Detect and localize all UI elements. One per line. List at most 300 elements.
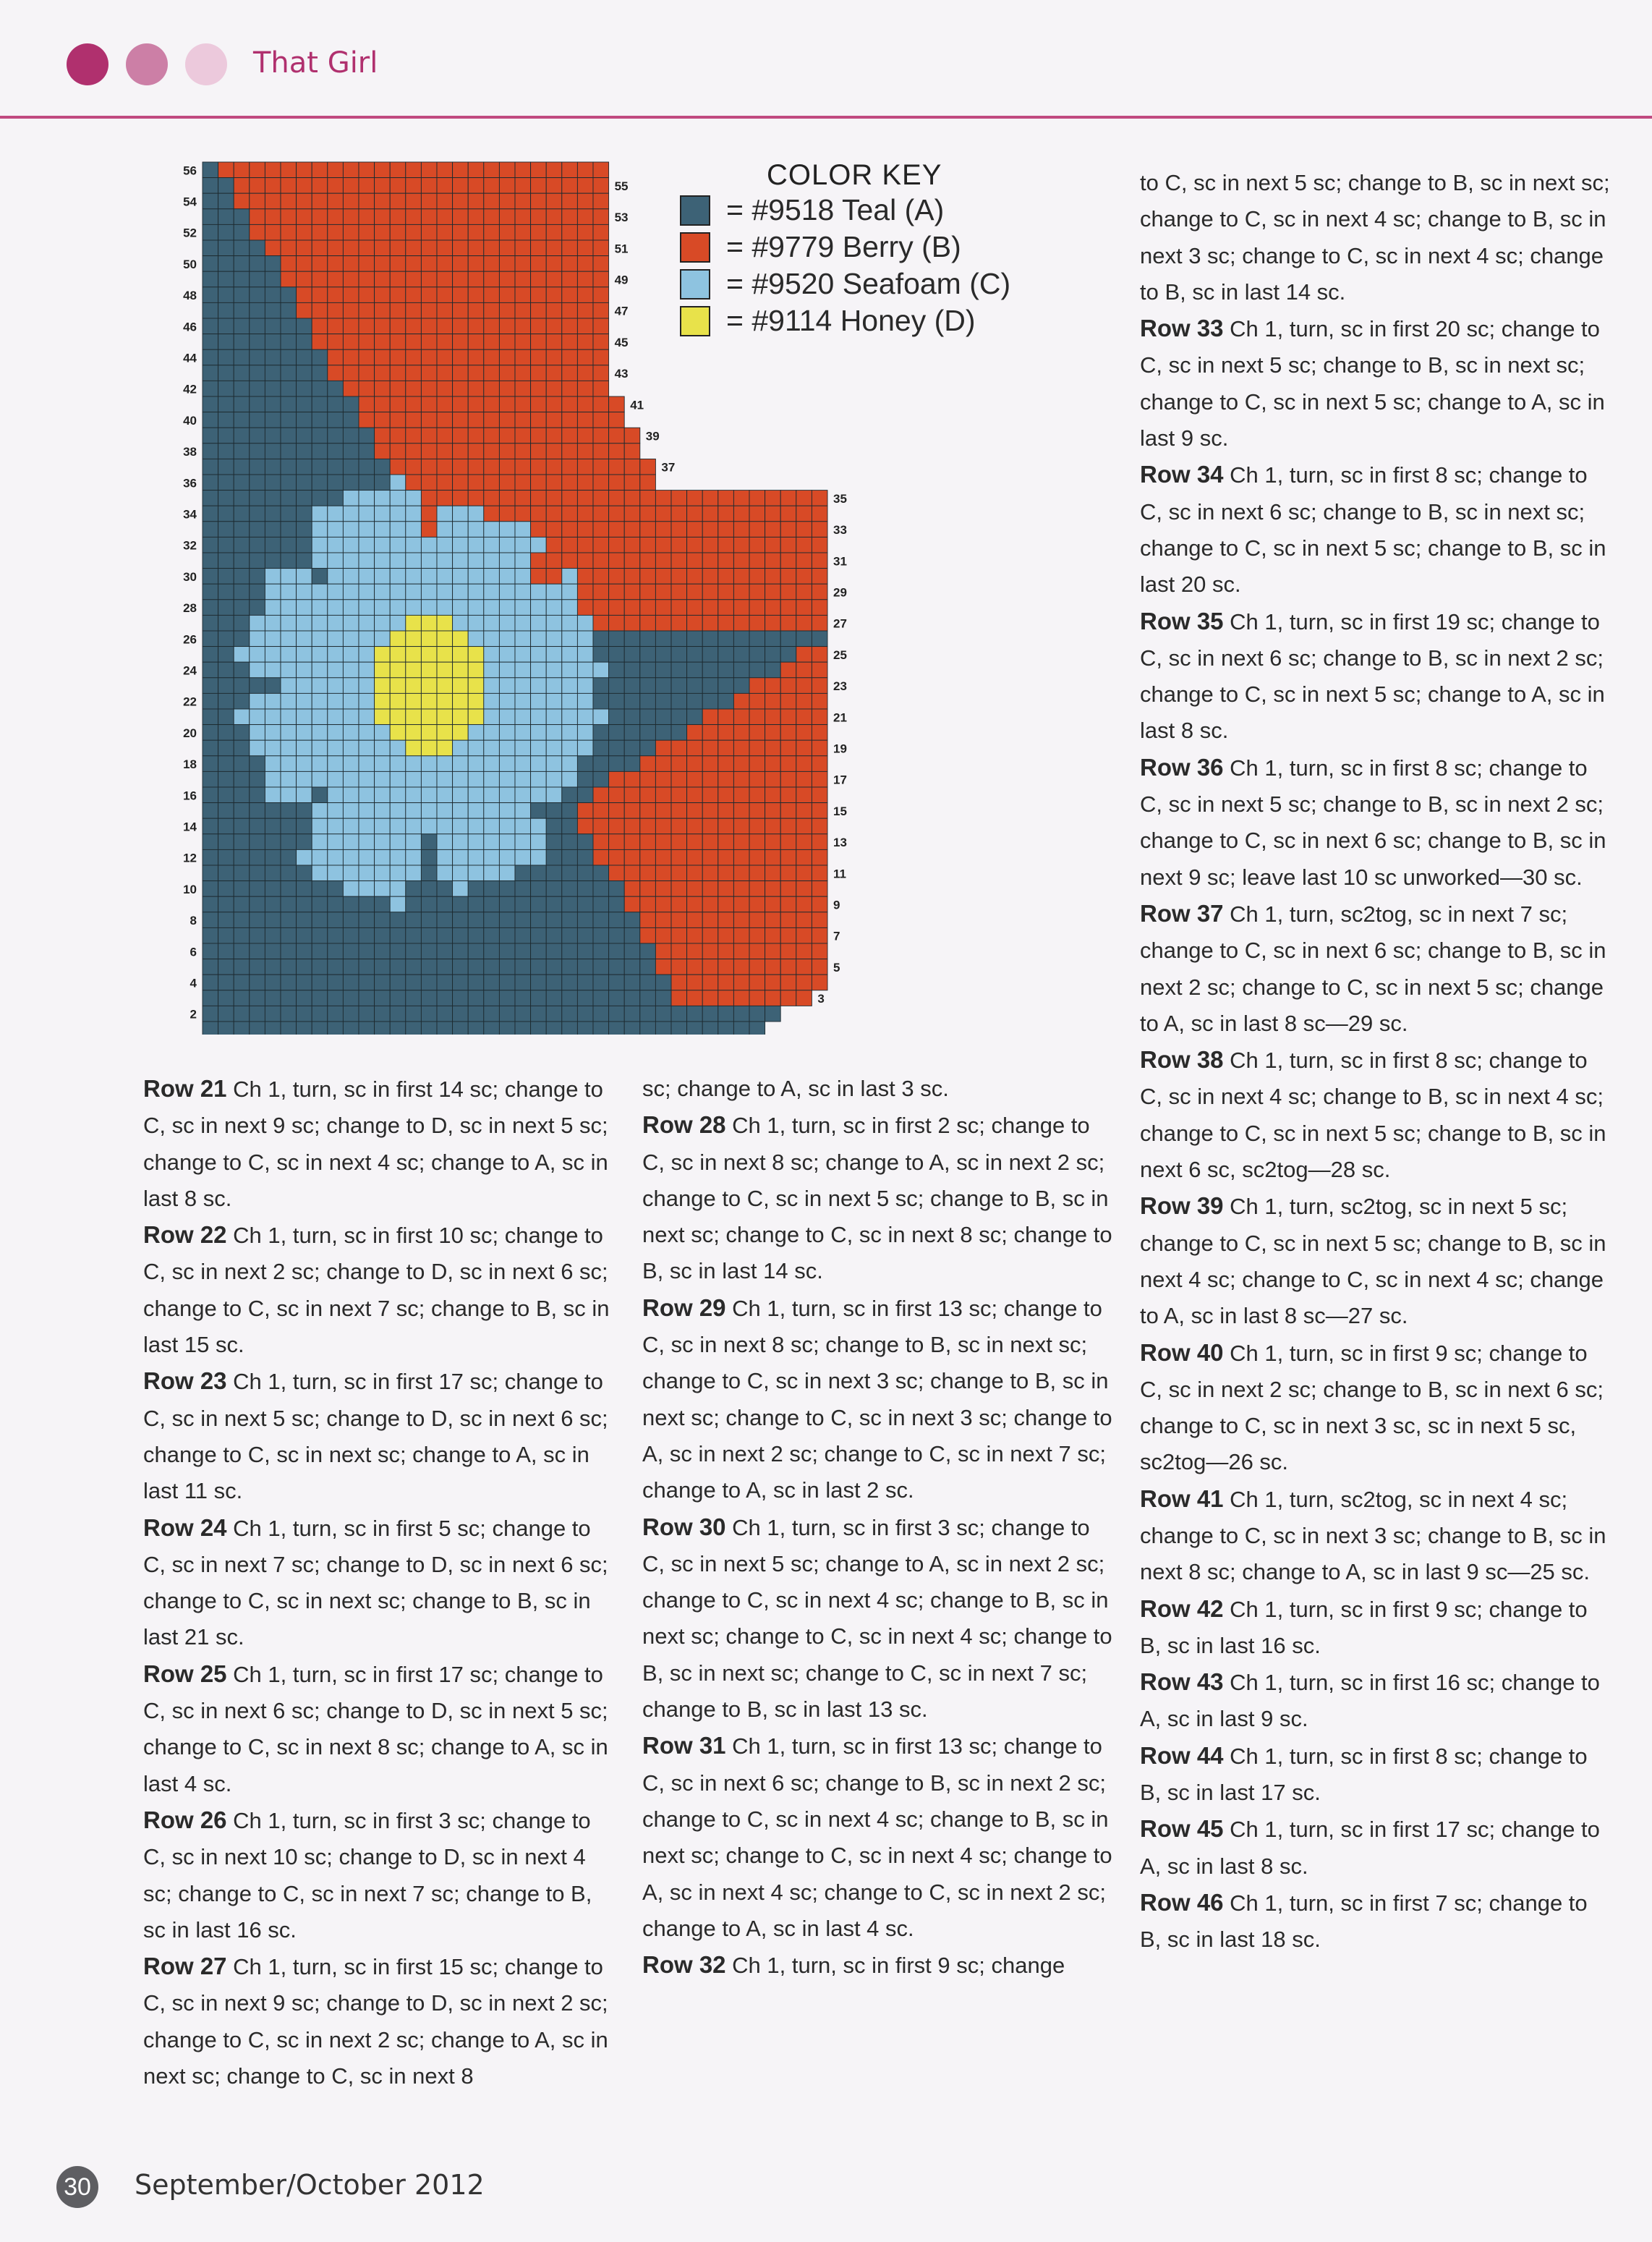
chart-cell	[390, 381, 406, 396]
chart-cell	[297, 615, 312, 631]
chart-cell	[453, 647, 469, 663]
chart-cell	[281, 756, 297, 772]
chart-cell	[531, 287, 547, 303]
chart-cell	[655, 678, 671, 694]
chart-cell	[484, 818, 500, 834]
chart-cell	[297, 959, 312, 975]
chart-cell	[203, 818, 218, 834]
chart-cell	[343, 647, 359, 663]
chart-cell	[343, 569, 359, 585]
chart-cell	[577, 709, 593, 725]
chart-cell	[655, 537, 671, 553]
chart-cell	[312, 600, 328, 616]
chart-cell	[702, 553, 718, 569]
chart-cell	[437, 302, 453, 318]
right-tick-label: 15	[833, 804, 847, 818]
chart-cell	[421, 771, 437, 787]
chart-cell	[406, 396, 422, 412]
chart-cell	[796, 600, 812, 616]
chart-cell	[437, 615, 453, 631]
chart-cell	[281, 334, 297, 350]
chart-cell	[250, 662, 265, 678]
chart-cell	[453, 881, 469, 897]
chart-cell	[250, 178, 265, 194]
chart-cell	[234, 412, 250, 428]
chart-cell	[468, 740, 484, 756]
chart-cell	[702, 803, 718, 819]
chart-cell	[437, 725, 453, 741]
chart-cell	[546, 709, 562, 725]
right-tick-label: 49	[614, 273, 629, 287]
chart-cell	[375, 803, 391, 819]
chart-cell	[265, 443, 281, 459]
chart-cell	[468, 725, 484, 741]
chart-cell	[499, 553, 515, 569]
chart-cell	[702, 881, 718, 897]
chart-cell	[281, 631, 297, 647]
chart-cell	[328, 302, 344, 318]
chart-cell	[250, 834, 265, 850]
chart-cell	[281, 412, 297, 428]
chart-cell	[281, 443, 297, 459]
chart-cell	[234, 990, 250, 1006]
chart-cell	[702, 522, 718, 538]
chart-cell	[546, 959, 562, 975]
chart-cell	[546, 1006, 562, 1022]
chart-cell	[593, 224, 609, 240]
chart-cell	[234, 787, 250, 803]
chart-cell	[609, 943, 625, 959]
chart-cell	[780, 787, 796, 803]
chart-cell	[312, 491, 328, 506]
chart-cell	[499, 287, 515, 303]
chart-cell	[577, 600, 593, 616]
chart-cell	[234, 271, 250, 287]
chart-cell	[499, 865, 515, 881]
chart-cell	[390, 584, 406, 600]
chart-cell	[328, 740, 344, 756]
chart-cell	[562, 396, 578, 412]
chart-cell	[499, 927, 515, 943]
chart-cell	[390, 365, 406, 381]
chart-cell	[687, 1022, 703, 1035]
chart-cell	[577, 865, 593, 881]
chart-cell	[312, 193, 328, 209]
chart-cell	[328, 974, 344, 990]
chart-cell	[453, 287, 469, 303]
chart-cell	[562, 756, 578, 772]
chart-cell	[468, 803, 484, 819]
chart-cell	[437, 787, 453, 803]
chart-cell	[359, 334, 375, 350]
chart-cell	[546, 740, 562, 756]
chart-cell	[359, 943, 375, 959]
chart-cell	[687, 522, 703, 538]
chart-cell	[671, 537, 687, 553]
chart-cell	[484, 709, 500, 725]
chart-cell	[359, 803, 375, 819]
chart-cell	[468, 302, 484, 318]
chart-cell	[203, 974, 218, 990]
chart-cell	[765, 865, 781, 881]
chart-cell	[234, 475, 250, 491]
chart-cell	[531, 537, 547, 553]
row-instruction	[143, 1948, 613, 2094]
chart-cell	[749, 615, 765, 631]
chart-cell	[609, 412, 625, 428]
chart-cell	[640, 803, 656, 819]
row-label: Row 24	[143, 1513, 227, 1541]
chart-cell	[218, 459, 234, 475]
chart-cell	[468, 287, 484, 303]
chart-cell	[515, 725, 531, 741]
chart-cell	[297, 537, 312, 553]
chart-cell	[671, 927, 687, 943]
chart-cell	[702, 1006, 718, 1022]
chart-cell	[281, 662, 297, 678]
chart-cell	[203, 756, 218, 772]
chart-cell	[515, 615, 531, 631]
chart-cell	[718, 865, 734, 881]
chart-cell	[281, 896, 297, 912]
chart-cell	[453, 584, 469, 600]
chart-cell	[624, 475, 640, 491]
row-text: Ch 1, turn, sc2tog, sc in next 4 sc; change to C, sc in next 3 sc; change to B, sc in next 8 sc; change to A, sc in last 9 sc—25 sc.	[1140, 1486, 1606, 1585]
chart-cell	[780, 584, 796, 600]
chart-cell	[312, 287, 328, 303]
chart-cell	[421, 240, 437, 256]
chart-cell	[484, 600, 500, 616]
chart-cell	[577, 881, 593, 897]
chart-cell	[297, 522, 312, 538]
chart-cell	[640, 662, 656, 678]
chart-cell	[702, 943, 718, 959]
chart-cell	[250, 740, 265, 756]
chart-cell	[312, 240, 328, 256]
chart-cell	[593, 522, 609, 538]
row-label: Row 25	[143, 1660, 227, 1687]
chart-cell	[499, 771, 515, 787]
chart-cell	[343, 209, 359, 225]
chart-cell	[297, 881, 312, 897]
chart-cell	[343, 491, 359, 506]
chart-cell	[499, 318, 515, 334]
row-text: Ch 1, turn, sc in first 3 sc; change to C, sc in next 5 sc; change to A, sc in next 2 sc; change to C, sc in next 4 sc; change to B, sc in next sc; change to C, sc in next 4 sc; change to B, sc in next sc; change to C, sc in next 7 sc; change to B, sc in last 13 sc.	[642, 1514, 1112, 1723]
chart-cell	[640, 491, 656, 506]
chart-cell	[359, 865, 375, 881]
chart-cell	[733, 756, 749, 772]
chart-cell	[733, 849, 749, 865]
chart-cell	[577, 631, 593, 647]
chart-cell	[234, 740, 250, 756]
chart-cell	[812, 756, 827, 772]
chart-cell	[265, 365, 281, 381]
chart-cell	[484, 569, 500, 585]
chart-cell	[390, 881, 406, 897]
chart-cell	[531, 569, 547, 585]
chart-cell	[593, 537, 609, 553]
chart-cell	[780, 631, 796, 647]
chart-cell	[234, 756, 250, 772]
chart-cell	[577, 990, 593, 1006]
chart-cell	[218, 740, 234, 756]
chart-cell	[718, 1006, 734, 1022]
chart-cell	[265, 1022, 281, 1035]
chart-cell	[733, 912, 749, 928]
chart-cell	[702, 709, 718, 725]
chart-cell	[343, 662, 359, 678]
chart-cell	[687, 787, 703, 803]
chart-cell	[702, 491, 718, 506]
chart-cell	[577, 974, 593, 990]
chart-cell	[453, 600, 469, 616]
chart-cell	[531, 600, 547, 616]
chart-cell	[671, 740, 687, 756]
chart-cell	[218, 834, 234, 850]
chart-cell	[328, 834, 344, 850]
chart-cell	[234, 709, 250, 725]
chart-cell	[390, 849, 406, 865]
chart-cell	[780, 881, 796, 897]
chart-cell	[655, 912, 671, 928]
chart-cell	[546, 818, 562, 834]
chart-cell	[343, 240, 359, 256]
chart-cell	[406, 943, 422, 959]
chart-cell	[655, 1006, 671, 1022]
chart-cell	[812, 803, 827, 819]
chart-cell	[250, 334, 265, 350]
chart-cell	[593, 756, 609, 772]
chart-cell	[234, 881, 250, 897]
chart-cell	[577, 834, 593, 850]
row-instruction	[143, 1510, 613, 1656]
chart-cell	[640, 584, 656, 600]
chart-cell	[702, 771, 718, 787]
chart-cell	[796, 927, 812, 943]
chart-cell	[577, 459, 593, 475]
chart-cell	[733, 881, 749, 897]
chart-cell	[265, 896, 281, 912]
chart-cell	[203, 287, 218, 303]
chart-cell	[359, 569, 375, 585]
chart-cell	[780, 600, 796, 616]
chart-cell	[250, 927, 265, 943]
chart-cell	[515, 803, 531, 819]
row-label: Row 29	[642, 1294, 726, 1321]
chart-cell	[437, 240, 453, 256]
chart-cell	[577, 381, 593, 396]
chart-cell	[250, 678, 265, 694]
chart-cell	[406, 693, 422, 709]
chart-cell	[609, 537, 625, 553]
chart-cell	[812, 834, 827, 850]
chart-cell	[312, 569, 328, 585]
chart-cell	[468, 662, 484, 678]
chart-cell	[406, 990, 422, 1006]
chart-cell	[515, 927, 531, 943]
chart-cell	[531, 302, 547, 318]
chart-cell	[546, 256, 562, 272]
chart-cell	[468, 787, 484, 803]
chart-cell	[203, 584, 218, 600]
chart-cell	[765, 896, 781, 912]
chart-cell	[515, 740, 531, 756]
chart-cell	[421, 381, 437, 396]
left-tick-label: 10	[183, 882, 197, 896]
chart-cell	[640, 615, 656, 631]
chart-cell	[796, 631, 812, 647]
chart-cell	[421, 1006, 437, 1022]
chart-cell	[218, 209, 234, 225]
chart-cell	[234, 959, 250, 975]
chart-cell	[406, 974, 422, 990]
chart-cell	[218, 428, 234, 443]
chart-cell	[437, 428, 453, 443]
chart-cell	[343, 506, 359, 522]
chart-cell	[515, 459, 531, 475]
chart-cell	[671, 693, 687, 709]
chart-cell	[812, 912, 827, 928]
chart-cell	[421, 396, 437, 412]
chart-cell	[562, 615, 578, 631]
chart-cell	[375, 943, 391, 959]
chart-cell	[499, 443, 515, 459]
chart-cell	[390, 709, 406, 725]
chart-cell	[624, 990, 640, 1006]
chart-cell	[375, 318, 391, 334]
chart-cell	[281, 771, 297, 787]
chart-cell	[577, 412, 593, 428]
header-dot-icon	[185, 43, 227, 85]
chart-cell	[624, 443, 640, 459]
chart-cell	[406, 553, 422, 569]
chart-cell	[577, 943, 593, 959]
chart-cell	[375, 865, 391, 881]
chart-cell	[562, 693, 578, 709]
chart-cell	[780, 927, 796, 943]
chart-cell	[297, 240, 312, 256]
chart-cell	[312, 209, 328, 225]
chart-cell	[406, 959, 422, 975]
chart-cell	[218, 865, 234, 881]
row-text: Ch 1, turn, sc in first 9 sc; change to C, sc in next 2 sc; change to B, sc in next 6 sc; change to C, sc in next 3 sc, sc in next 5 sc, sc2tog—26 sc.	[1140, 1340, 1604, 1475]
chart-cell	[421, 224, 437, 240]
chart-cell	[406, 740, 422, 756]
chart-cell	[765, 569, 781, 585]
chart-cell	[375, 927, 391, 943]
chart-cell	[375, 849, 391, 865]
chart-cell	[421, 881, 437, 897]
right-tick-label: 9	[833, 898, 840, 912]
chart-cell	[203, 569, 218, 585]
chart-cell	[218, 693, 234, 709]
chart-cell	[203, 709, 218, 725]
row-instruction	[642, 1071, 1112, 1107]
chart-cell	[765, 803, 781, 819]
chart-cell	[328, 349, 344, 365]
chart-cell	[593, 834, 609, 850]
chart-cell	[406, 475, 422, 491]
chart-cell	[359, 178, 375, 194]
chart-cell	[655, 693, 671, 709]
chart-cell	[375, 287, 391, 303]
chart-cell	[250, 756, 265, 772]
chart-cell	[749, 912, 765, 928]
chart-cell	[421, 428, 437, 443]
chart-cell	[484, 849, 500, 865]
chart-cell	[453, 834, 469, 850]
chart-cell	[390, 771, 406, 787]
chart-cell	[437, 209, 453, 225]
chart-cell	[468, 600, 484, 616]
chart-cell	[499, 678, 515, 694]
chart-cell	[749, 678, 765, 694]
chart-cell	[359, 725, 375, 741]
chart-cell	[250, 1006, 265, 1022]
chart-cell	[250, 271, 265, 287]
chart-cell	[265, 740, 281, 756]
chart-cell	[609, 600, 625, 616]
row-label: Row 26	[143, 1806, 227, 1833]
chart-cell	[437, 896, 453, 912]
chart-cell	[718, 959, 734, 975]
chart-cell	[312, 475, 328, 491]
chart-cell	[593, 631, 609, 647]
chart-cell	[390, 959, 406, 975]
chart-cell	[468, 771, 484, 787]
chart-cell	[562, 334, 578, 350]
chart-cell	[609, 959, 625, 975]
chart-cell	[312, 537, 328, 553]
chart-cell	[531, 912, 547, 928]
chart-cell	[453, 756, 469, 772]
chart-cell	[687, 849, 703, 865]
chart-cell	[531, 209, 547, 225]
chart-cell	[297, 865, 312, 881]
chart-cell	[265, 818, 281, 834]
chart-cell	[421, 334, 437, 350]
chart-cell	[312, 693, 328, 709]
chart-cell	[297, 318, 312, 334]
chart-cell	[593, 600, 609, 616]
chart-cell	[796, 553, 812, 569]
chart-cell	[609, 428, 625, 443]
chart-cell	[281, 396, 297, 412]
chart-cell	[218, 959, 234, 975]
chart-cell	[328, 506, 344, 522]
chart-cell	[250, 584, 265, 600]
chart-cell	[437, 1022, 453, 1035]
chart-cell	[297, 553, 312, 569]
chart-cell	[390, 178, 406, 194]
chart-cell	[577, 615, 593, 631]
chart-cell	[265, 849, 281, 865]
chart-cell	[609, 787, 625, 803]
chart-cell	[343, 678, 359, 694]
chart-cell	[624, 959, 640, 975]
chart-cell	[765, 693, 781, 709]
chart-cell	[702, 849, 718, 865]
chart-cell	[562, 302, 578, 318]
left-tick-label: 24	[183, 663, 197, 678]
chart-cell	[515, 662, 531, 678]
chart-cell	[468, 537, 484, 553]
chart-cell	[780, 865, 796, 881]
chart-cell	[687, 990, 703, 1006]
row-text: Ch 1, turn, sc in first 3 sc; change to C, sc in next 10 sc; change to D, sc in next 4 sc; change to C, sc in next 7 sc; change to B, sc in last 16 sc.	[143, 1807, 592, 1942]
chart-cell	[406, 709, 422, 725]
chart-cell	[343, 943, 359, 959]
